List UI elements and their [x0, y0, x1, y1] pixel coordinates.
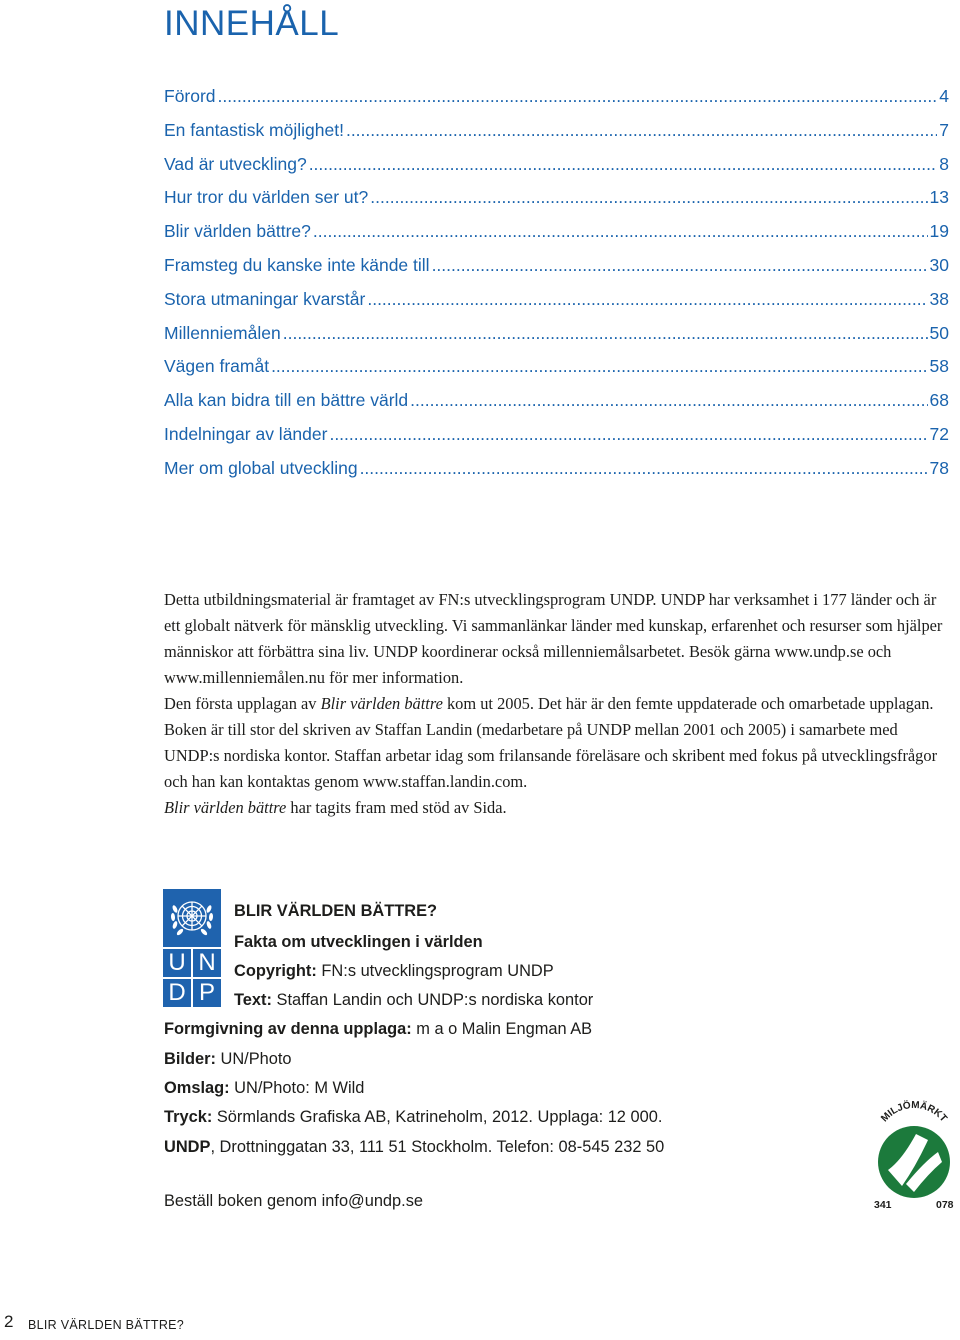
table-of-contents [164, 86, 949, 492]
page-number: 2 [4, 1312, 14, 1331]
toc-entry[interactable] [164, 323, 949, 357]
intro-book-title: Blir världen bättre [164, 798, 287, 817]
toc-entry-page: 13 [929, 187, 949, 208]
colophon-design: Formgivning av denna upplaga: m a o Malin Engman AB [164, 1020, 593, 1038]
toc-entry[interactable] [164, 86, 949, 120]
toc-entry[interactable] [164, 424, 949, 458]
toc-entry-page: 72 [929, 423, 949, 444]
toc-entry-label: Mer om global utveckling [164, 457, 358, 478]
undp-letter-grid [163, 949, 221, 1007]
toc-entry[interactable] [164, 390, 949, 424]
ecolabel-number-left: 341 [874, 1199, 892, 1211]
toc-entry[interactable] [164, 154, 949, 188]
colophon-book-title: BLIR VÄRLDEN BÄTTRE? [234, 902, 438, 920]
toc-leader [271, 356, 927, 377]
toc-leader [283, 323, 928, 344]
colophon-subtitle: Fakta om utvecklingen i världen [234, 933, 483, 951]
toc-leader [360, 458, 928, 479]
toc-leader [370, 187, 927, 208]
toc-entry-page: 58 [929, 356, 949, 377]
toc-entry-page: 78 [929, 457, 949, 478]
logo-letter-d: D [163, 979, 191, 1007]
colophon-address: UNDP, Drottninggatan 33, 111 51 Stockholm. Telefon: 08-545 232 50 [164, 1138, 665, 1156]
toc-entry-label: Alla kan bidra till en bättre värld [164, 390, 409, 411]
toc-entry-label: Stora utmaningar kvarstår [164, 288, 366, 309]
colophon-images: Bilder: UN/Photo [164, 1050, 292, 1068]
colophon-print: Tryck: Sörmlands Grafiska AB, Katrineholm, 2012. Upplaga: 12 000. [164, 1108, 663, 1126]
page-title: INNEHÅLL [164, 4, 340, 43]
toc-leader [309, 154, 938, 175]
toc-entry-page: 68 [929, 390, 949, 411]
logo-letter-u: U [163, 949, 191, 977]
ecolabel-arc-text: MILJÖMÄRKT [879, 1100, 949, 1125]
intro-sida-suffix: har tagits fram med stöd av Sida. [286, 798, 507, 817]
colophon-cover: Omslag: UN/Photo: M Wild [164, 1079, 365, 1097]
un-emblem-icon [167, 893, 217, 943]
toc-entry-label: Indelningar av länder [164, 423, 328, 444]
toc-leader [329, 424, 927, 445]
toc-entry-page: 38 [929, 288, 949, 309]
running-title: BLIR VÄRLDEN BÄTTRE? [28, 1318, 185, 1332]
toc-entry-page: 8 [939, 153, 949, 174]
colophon-order[interactable]: Beställ boken genom info@undp.se [164, 1192, 424, 1210]
toc-entry-label: En fantastisk möjlighet! [164, 119, 344, 140]
toc-leader [432, 255, 928, 276]
toc-leader [367, 289, 927, 310]
toc-entry-page: 4 [939, 86, 949, 106]
intro-paragraph-undp: Detta utbildningsmaterial är framtaget av FN:s utvecklingsprogram UNDP. UNDP har verksamhet i 177 länder och är ett globalt nätverk för mänsklig utveckling. Vi sammanlänkar länder med kunskap, erfarenhet och resurser som hjälper människor att förbättra sina liv. UNDP koordinerar också millenniemålsarbetet. Besök gärna www.undp.se och www.millenniemålen.nu för mer information. [164, 590, 943, 687]
intro-paragraph-sida [164, 795, 949, 821]
toc-entry[interactable] [164, 356, 949, 390]
logo-letter-n: N [193, 949, 221, 977]
toc-entry-label: Hur tror du världen ser ut? [164, 187, 369, 208]
toc-entry-label: Framsteg du kanske inte kände till [164, 254, 430, 275]
intro-book-title: Blir världen bättre [320, 694, 443, 713]
toc-entry-page: 19 [929, 221, 949, 242]
toc-leader [346, 120, 937, 141]
toc-entry[interactable] [164, 289, 949, 323]
toc-entry[interactable] [164, 458, 949, 492]
toc-entry-label: Blir världen bättre? [164, 221, 311, 242]
toc-entry[interactable] [164, 187, 949, 221]
intro-history-prefix: Den första upplagan av [164, 694, 321, 713]
toc-entry-page: 30 [929, 254, 949, 275]
toc-leader [218, 86, 938, 107]
intro-history-suffix: kom ut 2005. Det här är den femte uppdaterade och omarbetade upplagan. Boken är till stor del skriven av Staffan Landin (medarbetare på UNDP mellan 2001 och 2005) i samarbete med UNDP:s nordiska kontor. Staffan arbetar idag som frilansande föreläsare och skribent med fokus på utvecklingsfrågor och han kan kontaktas genom www.staffan.landin.com. [164, 694, 938, 791]
intro-paragraph-history [164, 691, 949, 795]
toc-entry-page: 7 [939, 119, 949, 140]
intro-text [164, 587, 949, 821]
ecolabel-number-right: 078 [936, 1199, 954, 1211]
toc-leader [313, 221, 928, 242]
toc-entry[interactable] [164, 120, 949, 154]
nordic-ecolabel [868, 1100, 960, 1214]
toc-entry-label: Förord [164, 86, 216, 106]
toc-entry-label: Millenniemålen [164, 322, 281, 343]
toc-entry-label: Vägen framåt [164, 356, 270, 377]
toc-entry[interactable] [164, 221, 949, 255]
toc-entry-label: Vad är utveckling? [164, 153, 307, 174]
colophon-copyright: Copyright: FN:s utvecklingsprogram UNDP [234, 962, 554, 980]
logo-letter-p: P [193, 979, 221, 1007]
undp-logo [163, 889, 221, 1007]
toc-entry[interactable] [164, 255, 949, 289]
un-emblem [163, 889, 221, 947]
colophon-author: Text: Staffan Landin och UNDP:s nordiska kontor [234, 991, 594, 1009]
toc-entry-page: 50 [929, 322, 949, 343]
toc-leader [410, 390, 927, 411]
